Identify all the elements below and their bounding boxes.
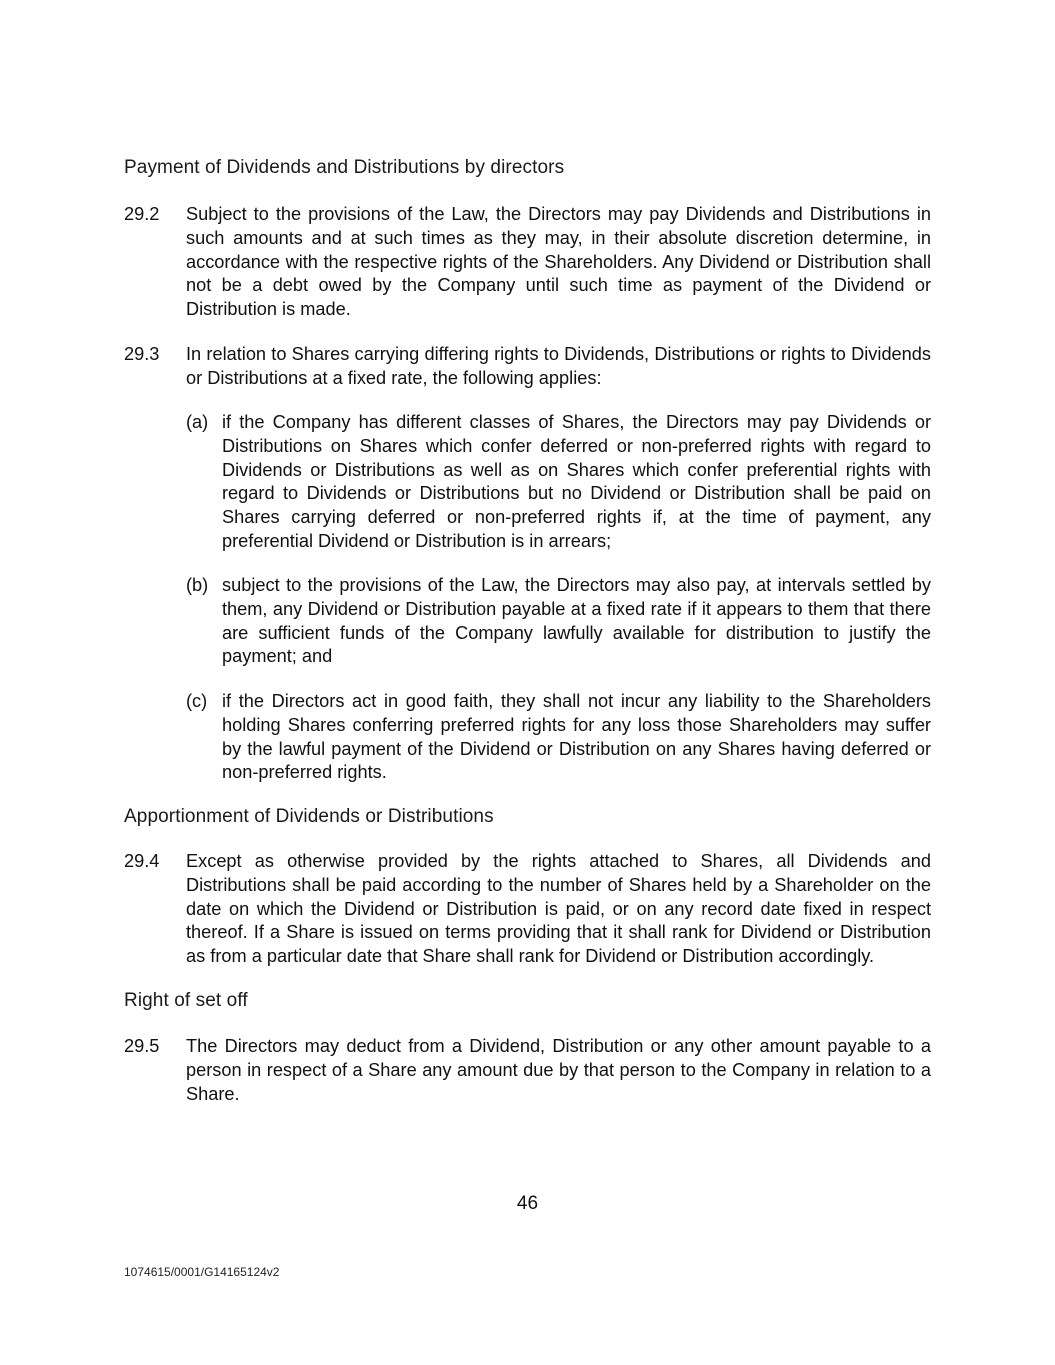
page-number: 46 xyxy=(516,1193,539,1214)
clause-number: 29.3 xyxy=(124,344,160,364)
subclause-c xyxy=(186,690,931,785)
clause-29-4 xyxy=(124,850,931,969)
subclause-text: if the Company has different classes of Shares, the Directors may pay Dividends or Distributions on Shares which confer deferred or non-preferred rights with regard to Dividends or Distributions as well as on Shares which confer preferential rights with regard to Dividends or Distributions but no Dividend or Distribution shall be paid on Shares carrying deferred or non-preferred rights if, at the time of payment, any preferential Dividend or Distribution is in arrears; xyxy=(222,412,931,551)
clause-number: 29.5 xyxy=(124,1036,160,1056)
clause-text: In relation to Shares carrying differing rights to Dividends, Distributions or rights to Dividends or Distributions at a fixed rate, the following applies: xyxy=(186,344,931,388)
clause-text: Except as otherwise provided by the rights attached to Shares, all Dividends and Distributions shall be paid according to the number of Shares held by a Shareholder on the date on which the Dividend or Distribution is paid, or on any record date fixed in respect thereof. If a Share is issued on terms providing that it shall rank for Dividend or Distribution as from a particular date that Share shall rank for Dividend or Distribution accordingly. xyxy=(186,851,931,967)
heading-payment-of-dividends: Payment of Dividends and Distributions by directors xyxy=(124,157,565,178)
subclause-a xyxy=(186,411,931,554)
subclause-text: subject to the provisions of the Law, the Directors may also pay, at intervals settled by them, any Dividend or Distribution payable at a fixed rate if it appears to them that there are sufficient funds of the Company lawfully available for distribution to justify the payment; and xyxy=(222,575,931,667)
subclause-b xyxy=(186,574,931,669)
heading-right-of-set-off: Right of set off xyxy=(124,990,248,1011)
clause-number: 29.2 xyxy=(124,204,160,224)
clause-text: Subject to the provisions of the Law, the Directors may pay Dividends and Distributions in such amounts and at such times as they may, in their absolute discretion determine, in accordance with the respective rights of the Shareholders. Any Dividend or Distribution shall not be a debt owed by the Company until such time as payment of the Dividend or Distribution is made. xyxy=(186,204,931,320)
clause-number: 29.4 xyxy=(124,851,160,871)
subclause-text: if the Directors act in good faith, they shall not incur any liability to the Shareholders holding Shares conferring preferred rights for any loss those Shareholders may suffer by the lawful payment of the Dividend or Distribution on any Shares having deferred or non-preferred rights. xyxy=(222,691,931,783)
clause-29-2 xyxy=(124,203,931,322)
subclause-label: (a) xyxy=(186,412,209,432)
heading-apportionment: Apportionment of Dividends or Distributions xyxy=(124,806,494,827)
clause-29-5 xyxy=(124,1035,931,1106)
clause-29-3 xyxy=(124,343,931,391)
document-reference: 1074615/0001/G14165124v2 xyxy=(124,1265,280,1279)
subclause-label: (c) xyxy=(186,691,208,711)
subclause-label: (b) xyxy=(186,575,209,595)
clause-text: The Directors may deduct from a Dividend, Distribution or any other amount payable to a person in respect of a Share any amount due by that person to the Company in relation to a Share. xyxy=(186,1036,931,1104)
